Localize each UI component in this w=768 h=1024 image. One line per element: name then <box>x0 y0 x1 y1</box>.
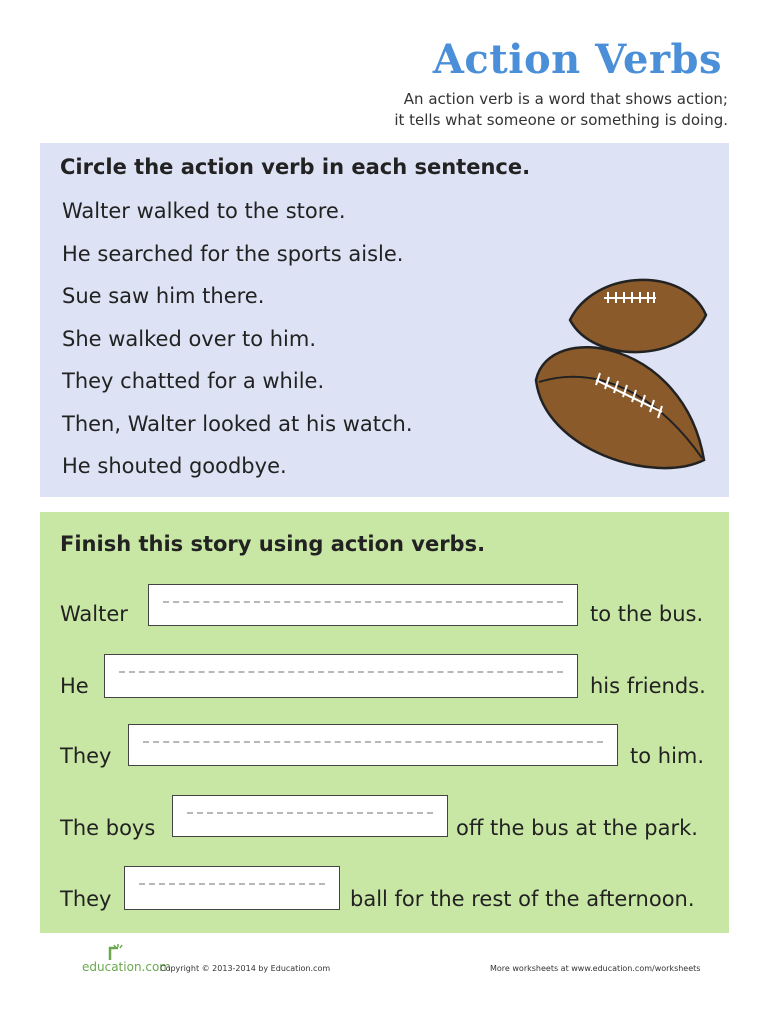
section2-instruction: Finish this story using action verbs. <box>60 532 486 556</box>
sentence-list <box>62 195 413 493</box>
sentence[interactable]: They chatted for a while. <box>62 369 325 393</box>
definition <box>394 89 728 131</box>
row-before-text: They <box>60 887 112 911</box>
copyright-text: Copyright © 2013-2014 by Education.com <box>160 964 331 973</box>
row-after-text: to the bus. <box>590 602 704 626</box>
football-icon <box>536 347 704 468</box>
circle-verbs-section <box>40 143 729 497</box>
row-after-text: to him. <box>630 744 705 768</box>
education-logo-icon <box>82 942 132 962</box>
answer-blank[interactable] <box>128 724 618 766</box>
sentence[interactable]: He shouted goodbye. <box>62 454 287 478</box>
definition-line-2: it tells what someone or something is doing. <box>394 111 728 129</box>
sentence[interactable]: She walked over to him. <box>62 326 316 351</box>
answer-blank[interactable] <box>104 654 578 698</box>
more-worksheets-link[interactable]: More worksheets at www.education.com/worksheets <box>490 964 701 973</box>
sentence[interactable]: Walter walked to the store. <box>62 199 346 223</box>
sentence[interactable]: He searched for the sports aisle. <box>62 241 404 266</box>
row-before-text: He <box>60 674 89 698</box>
row-after-text: his friends. <box>590 674 706 698</box>
answer-blank[interactable] <box>148 584 578 626</box>
sentence[interactable]: Sue saw him there. <box>62 284 265 308</box>
row-before-text: The boys <box>60 816 156 840</box>
sentence[interactable]: Then, Walter looked at his watch. <box>62 411 413 436</box>
section1-instruction: Circle the action verb in each sentence. <box>60 155 531 179</box>
football-icon <box>534 270 714 485</box>
row-after-text: ball for the rest of the afternoon. <box>350 887 695 911</box>
row-after-text: off the bus at the park. <box>456 816 698 840</box>
page-title: Action Verbs <box>432 36 722 83</box>
answer-blank[interactable] <box>124 866 340 910</box>
row-before-text: They <box>60 744 112 768</box>
definition-line-1: An action verb is a word that shows action; <box>403 90 728 108</box>
finish-story-section <box>40 512 729 933</box>
football-icon <box>570 280 706 352</box>
education-logo-text[interactable]: education.com <box>82 960 171 974</box>
row-before-text: Walter <box>60 602 128 626</box>
answer-blank[interactable] <box>172 795 448 837</box>
